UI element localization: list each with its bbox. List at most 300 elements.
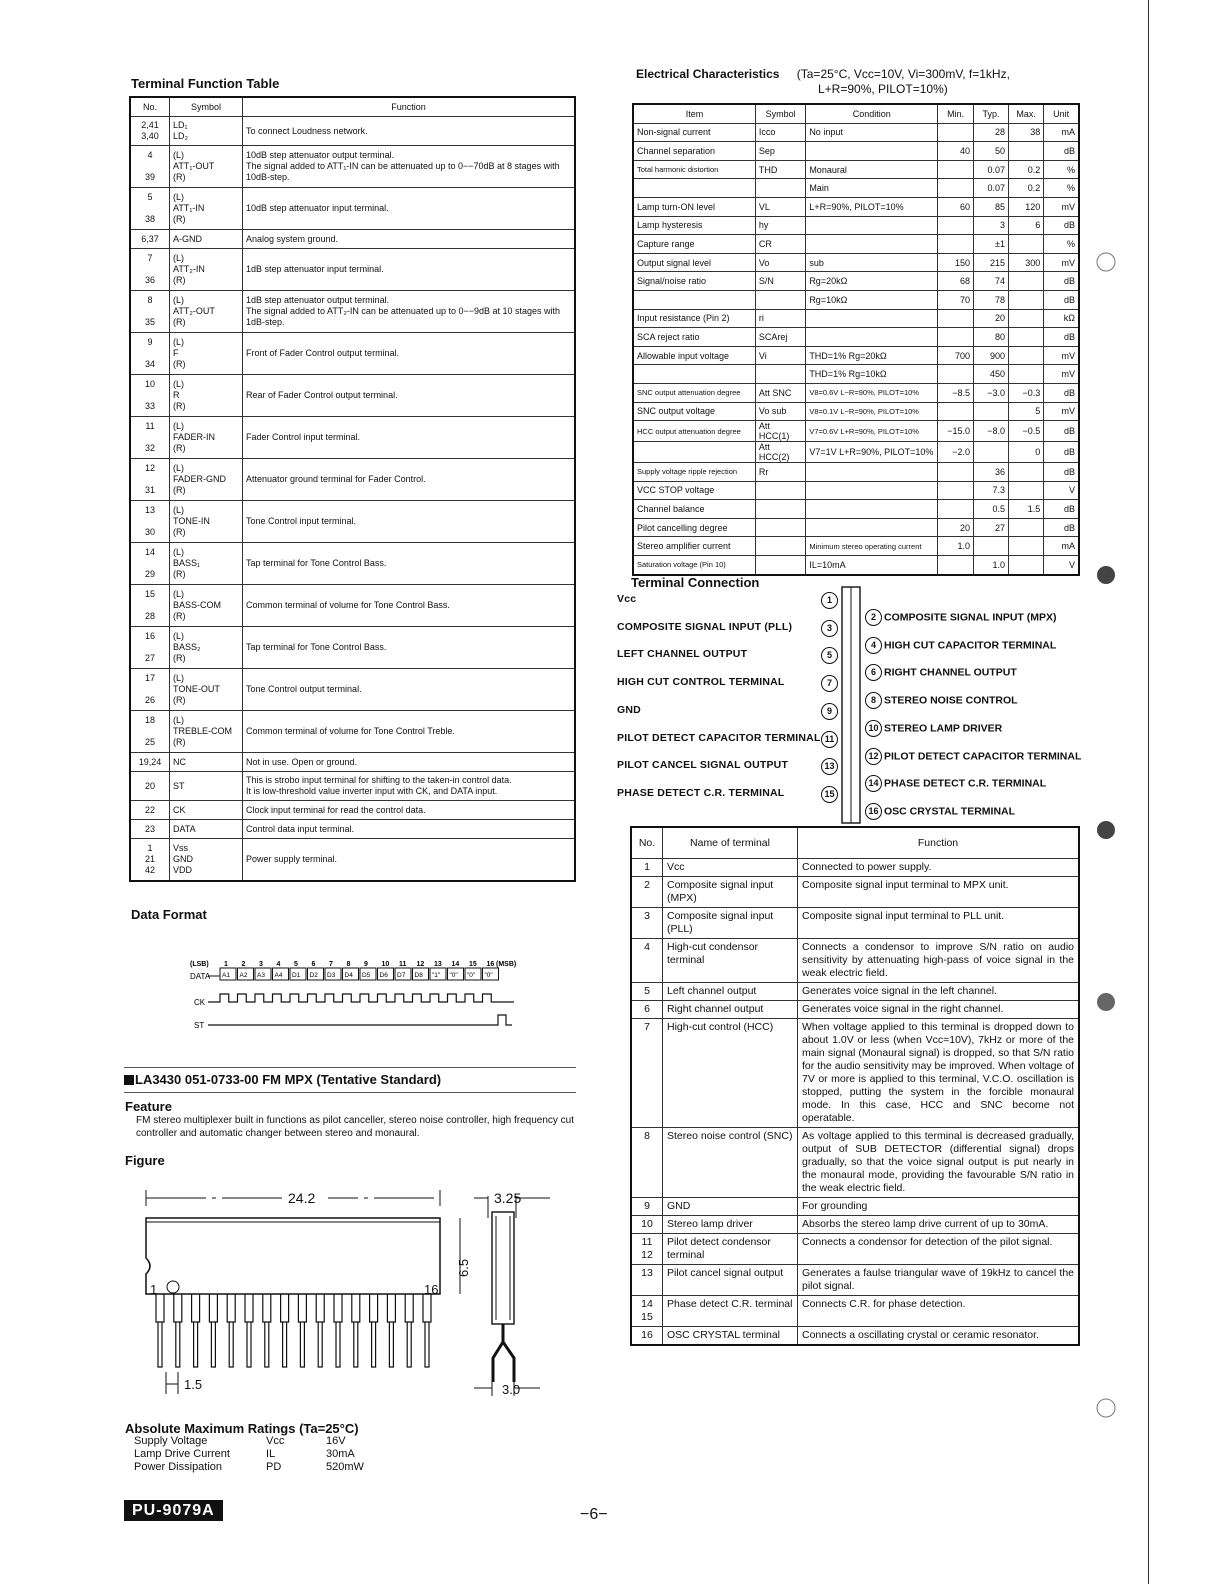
data-bit-label: D6 [379,972,388,979]
td-row [631,1327,1079,1346]
ec-row [633,402,1079,421]
tft-symbol: ST [170,772,243,801]
tft-no: 14 29 [130,543,170,585]
ec-header-cell: Typ. [974,104,1009,123]
tft-function: Tap terminal for Tone Control Bass. [243,543,576,585]
ec-cell: dB [1044,442,1079,463]
ic-pin [352,1294,360,1367]
ec-cell: Icco [755,123,805,142]
ec-cell: 900 [974,346,1009,365]
tft-row [130,459,575,501]
tft-no: 12 31 [130,459,170,501]
td-name: Stereo lamp driver [663,1216,798,1234]
td-function: Generates a faulse triangular wave of 19kHz to cancel the pilot signal. [798,1265,1080,1296]
data-bit-label: "0" [467,972,476,979]
tft-no: 1 21 42 [130,839,170,882]
ec-cell: dB [1044,216,1079,235]
tft-symbol: Vss GND VDD [170,839,243,882]
data-bit-label: D3 [327,972,336,979]
data-bit-label: D4 [344,972,353,979]
ec-cell: CR [755,235,805,254]
td-no: 9 [631,1198,663,1216]
lsb-label: (LSB) [190,961,209,968]
td-name: Pilot cancel signal output [663,1265,798,1296]
ec-cell [806,235,938,254]
page-edge-line [1148,0,1149,1584]
ec-row [633,481,1079,500]
ic-pin [245,1294,253,1367]
tft-function: This is strobo input terminal for shifting to the taken-in control data. It is low-threshold value inverter input with CK, and DATA input. [243,772,576,801]
td-function: Connects a condensor to improve S/N ratio on audio sensitivity by attenuating high-pass of voice signal in the weak electric field. [798,939,1080,983]
td-function: Composite signal input terminal to MPX unit. [798,877,1080,908]
data-format-diagram [190,955,530,1035]
bit-number: 4 [276,961,281,968]
ec-cell: % [1044,235,1079,254]
tft-function: Power supply terminal. [243,839,576,882]
ic-pin [334,1294,342,1367]
ec-row [633,556,1079,575]
ec-cell: IL=10mA [806,556,938,575]
pin-number-circle: 6 [865,664,882,681]
ec-row [633,383,1079,402]
ec-cell [974,537,1009,556]
pin-number-circle: 1 [821,592,838,609]
ec-cell: ±1 [974,235,1009,254]
ec-cell: 50 [974,142,1009,161]
td-function: Composite signal input terminal to PLL unit. [798,908,1080,939]
ec-cell: 40 [938,142,974,161]
ec-cell [938,365,974,384]
ec-cell: Sep [755,142,805,161]
tft-row [130,188,575,230]
ec-cell: dB [1044,290,1079,309]
msb-label: (MSB) [496,961,517,968]
tft-symbol: (L) BASS₂ (R) [170,627,243,669]
amr-item: Supply Voltage [134,1435,208,1447]
td-name: GND [663,1198,798,1216]
ec-cell: Capture range [633,235,755,254]
amr-item: Lamp Drive Current [134,1448,230,1460]
tc-left-label: PILOT DETECT CAPACITOR TERMINAL [617,731,821,744]
ec-cell: 85 [974,197,1009,216]
ec-cell [806,216,938,235]
td-col-no: No. [631,827,663,859]
data-bit-label: D8 [414,972,423,979]
td-row [631,1001,1079,1019]
ec-header-cell: Unit [1044,104,1079,123]
ec-cell [755,365,805,384]
pin1-label: 1 [150,1282,158,1297]
ec-cell: Rg=20kΩ [806,272,938,291]
data-bit-label: "0" [449,972,458,979]
ec-cell: THD=1% Rg=20kΩ [806,346,938,365]
ec-cell: % [1044,160,1079,179]
tft-symbol: NC [170,753,243,772]
tft-symbol: (L) TREBLE-COM (R) [170,711,243,753]
ec-cell [1009,142,1044,161]
ec-cell [806,142,938,161]
td-col-name: Name of terminal [663,827,798,859]
footer-badge: PU-9079A [124,1502,223,1520]
terminal-description-table [630,826,1080,1346]
ec-cell: −3.0 [974,383,1009,402]
ec-cell: dB [1044,421,1079,442]
pin-number-circle: 8 [865,692,882,709]
ec-cell: dB [1044,383,1079,402]
tft-row [130,585,575,627]
ec-row [633,160,1079,179]
ec-cell: 0.5 [974,500,1009,519]
ec-cell: dB [1044,328,1079,347]
ck-label: CK [194,998,206,1007]
data-bit-label: D7 [397,972,406,979]
ec-cell: ri [755,309,805,328]
tc-right-label: 16 OSC CRYSTAL TERMINAL [865,803,1015,820]
ec-cell: 0.2 [1009,179,1044,198]
ec-conditions-2: L+R=90%, PILOT=10%) [818,82,948,96]
tc-left-label: COMPOSITE SIGNAL INPUT (PLL) [617,620,793,633]
ec-cell: 70 [938,290,974,309]
ec-row [633,500,1079,519]
td-name: Vcc [663,859,798,877]
tc-left-label: PILOT CANCEL SIGNAL OUTPUT [617,759,789,772]
td-no: 10 [631,1216,663,1234]
dim-lead: 3.0 [502,1382,521,1397]
tft-symbol: DATA [170,820,243,839]
ec-cell [755,500,805,519]
ec-cell [938,328,974,347]
ec-header-cell: Max. [1009,104,1044,123]
ec-cell: S/N [755,272,805,291]
td-row [631,1198,1079,1216]
ec-cell: V8=0.1V L−R=90%, PILOT=10% [806,402,938,421]
feature-text: FM stereo multiplexer built in functions as pilot canceller, stereo noise controller, high frequency cut controller and automatic changer between stereo and monaural. [136,1115,574,1139]
amr-value: 520mW [326,1461,364,1473]
tc-left-label: HIGH CUT CONTROL TERMINAL [617,676,785,689]
page-number: −6− [580,1506,608,1523]
td-row [631,859,1079,877]
data-bit-label: D1 [292,972,301,979]
terminal-function-table [129,96,576,882]
pin-number-circle: 15 [821,786,838,803]
ec-cell [755,556,805,575]
tft-symbol: (L) TONE-OUT (R) [170,669,243,711]
ec-cell [633,442,755,463]
ec-cell [938,556,974,575]
ec-cell: Signal/noise ratio [633,272,755,291]
tc-right-label: 8 STEREO NOISE CONTROL [865,692,1018,709]
td-no: 3 [631,908,663,939]
tft-no: 23 [130,820,170,839]
ec-cell: Att HCC(1) [755,421,805,442]
ec-cell: sub [806,253,938,272]
ec-cell: 120 [1009,197,1044,216]
td-function: Absorbs the stereo lamp drive current of up to 30mA. [798,1216,1080,1234]
pin-number-circle: 4 [865,637,882,654]
tft-row [130,772,575,801]
tft-row [130,801,575,820]
col-symbol: Symbol [170,97,243,117]
ec-row [633,463,1079,482]
ic-pin [423,1294,431,1367]
tft-no: 10 33 [130,375,170,417]
ec-cell: 36 [974,463,1009,482]
feature-title: Feature [125,1099,172,1114]
td-function: Generates voice signal in the right channel. [798,1001,1080,1019]
tft-symbol: A-GND [170,230,243,249]
ec-cell [633,365,755,384]
tft-function: Common terminal of volume for Tone Control Bass. [243,585,576,627]
ec-title: Electrical Characteristics [636,67,780,81]
td-name: OSC CRYSTAL terminal [663,1327,798,1346]
ec-row [633,216,1079,235]
ec-cell: kΩ [1044,309,1079,328]
tft-no: 11 32 [130,417,170,459]
ec-cell [938,123,974,142]
bit-number: 2 [241,961,246,968]
ec-row [633,328,1079,347]
amr-row [134,1448,364,1461]
ec-cell [1009,309,1044,328]
bit-number: 12 [416,961,425,968]
ec-cell: 28 [974,123,1009,142]
td-no: 1 [631,859,663,877]
square-bullet-icon [124,1075,134,1085]
ec-cell: 0.07 [974,179,1009,198]
ec-header-cell: Condition [806,104,938,123]
pin-number-circle: 16 [865,803,882,820]
ec-cell: 300 [1009,253,1044,272]
ec-row [633,421,1079,442]
ec-cell: 6 [1009,216,1044,235]
ec-cell [806,328,938,347]
pin-number-circle: 7 [821,675,838,692]
tft-row [130,669,575,711]
td-function: When voltage applied to this terminal is dropped down to about 1.0V or less (when Vcc=10V), 7kHz or more of the main signal (Monaural signal) is dropped, so that S/N ratio for the audio sensitivity may be improved. When voltage of 7V or more is applied to this terminal, V.C.O. oscillation is stopped, putting the system in the forcible monaural mode. In this case, HCC and SNC become not operatable. [798,1019,1080,1128]
amr-table [134,1435,364,1474]
tft-function: Front of Fader Control output terminal. [243,333,576,375]
td-row [631,1296,1079,1327]
ec-cell: mV [1044,346,1079,365]
bit-number: 7 [329,961,333,968]
ec-cell: mV [1044,402,1079,421]
ec-cell [806,463,938,482]
ec-row [633,309,1079,328]
ec-cell: Minimum stereo operating current [806,537,938,556]
ec-cell: hy [755,216,805,235]
bit-number: 1 [224,961,228,968]
bit-number: 15 [469,961,477,968]
pin-number-circle: 9 [821,703,838,720]
ec-cell: SCA reject ratio [633,328,755,347]
tft-row [130,333,575,375]
tft-function: Attenuator ground terminal for Fader Control. [243,459,576,501]
bit-number: 5 [294,961,298,968]
ec-cell: Channel balance [633,500,755,519]
data-bit-label: "1" [432,972,441,979]
dim-side: 3.25 [494,1190,522,1206]
ec-cell [938,160,974,179]
ec-row [633,272,1079,291]
ec-cell: THD=1% Rg=10kΩ [806,365,938,384]
tft-symbol: (L) F (R) [170,333,243,375]
tft-row [130,249,575,291]
pin-number-circle: 3 [821,620,838,637]
figure-title: Figure [125,1153,165,1168]
td-function: For grounding [798,1198,1080,1216]
tft-function: To connect Loudness network. [243,117,576,146]
td-row [631,908,1079,939]
data-bit-label: A4 [274,972,283,979]
ec-cell [974,442,1009,463]
ec-conditions: (Ta=25°C, Vcc=10V, Vi=300mV, f=1kHz, [796,67,1010,81]
ec-cell [1009,235,1044,254]
tft-symbol: (L) BASS₁ (R) [170,543,243,585]
ic-pin-strip [838,585,868,825]
amr-item: Power Dissipation [134,1461,223,1473]
tc-left-label: GND [617,703,641,716]
ic-package-figure [138,1182,558,1402]
tft-no: 7 36 [130,249,170,291]
tft-row [130,291,575,333]
ec-cell: SCArej [755,328,805,347]
ec-cell: Vi [755,346,805,365]
tft-no: 8 35 [130,291,170,333]
bit-number: 16 [486,961,495,968]
ic-pin [298,1294,306,1367]
ec-cell [1009,518,1044,537]
tft-symbol: (L) ATT₂-IN (R) [170,249,243,291]
ec-cell: Saturation voltage (Pin 10) [633,556,755,575]
tft-symbol: (L) FADER-IN (R) [170,417,243,459]
tft-symbol: (L) BASS-COM (R) [170,585,243,627]
ec-cell: 0.07 [974,160,1009,179]
ec-row [633,290,1079,309]
ec-cell: 215 [974,253,1009,272]
ec-cell: Lamp turn-ON level [633,197,755,216]
ec-cell: dB [1044,500,1079,519]
ec-cell: dB [1044,272,1079,291]
amr-row [134,1435,364,1448]
ec-cell: VCC STOP voltage [633,481,755,500]
ec-cell [1009,463,1044,482]
ec-cell [938,481,974,500]
td-row [631,1128,1079,1198]
tc-right-label: 10 STEREO LAMP DRIVER [865,720,1002,737]
ec-cell: Monaural [806,160,938,179]
tft-function: 10dB step attenuator output terminal. The signal added to ATT₁-IN can be attenuated up to 0−−70dB at 8 stages with 10dB-step. [243,146,576,188]
tc-right-label: 4 HIGH CUT CAPACITOR TERMINAL [865,637,1056,654]
tft-function: 1dB step attenuator output terminal. The signal added to ATT₂-IN can be attenuated up to 0−−9dB at 10 stages with 1dB-step. [243,291,576,333]
ec-cell: mV [1044,197,1079,216]
ec-cell [1009,537,1044,556]
ic-pin [370,1294,378,1367]
ec-row [633,179,1079,198]
electrical-characteristics-table [632,103,1080,576]
td-name: Left channel output [663,983,798,1001]
ec-cell: Stereo amplifier current [633,537,755,556]
ec-cell: Rr [755,463,805,482]
ec-cell: 7.3 [974,481,1009,500]
td-name: Stereo noise control (SNC) [663,1128,798,1198]
ec-cell: Allowable input voltage [633,346,755,365]
ec-row [633,235,1079,254]
ec-cell: HCC output attenuation degree [633,421,755,442]
td-no: 13 [631,1265,663,1296]
data-bit-label: "0" [484,972,493,979]
tft-row [130,627,575,669]
ec-cell [755,481,805,500]
tft-function: 10dB step attenuator input terminal. [243,188,576,230]
dim-width: 24.2 [288,1190,316,1206]
ec-cell [938,402,974,421]
ec-cell: 60 [938,197,974,216]
ck-waveform [208,994,514,1002]
td-no: 11 12 [631,1234,663,1265]
ec-cell: No input [806,123,938,142]
ec-cell [1009,556,1044,575]
tft-row [130,230,575,249]
tft-no: 20 [130,772,170,801]
bit-number: 10 [381,961,390,968]
ec-cell: % [1044,179,1079,198]
ec-cell: 1.0 [938,537,974,556]
ec-cell: −2.0 [938,442,974,463]
ec-header [636,67,1010,81]
tft-symbol: (L) R (R) [170,375,243,417]
td-function: Connects C.R. for phase detection. [798,1296,1080,1327]
tft-function: Analog system ground. [243,230,576,249]
st-label: ST [194,1021,205,1030]
tft-function: Clock input terminal for read the control data. [243,801,576,820]
dim-height: 6.5 [456,1258,471,1277]
ec-cell [974,402,1009,421]
ec-cell: 0 [1009,442,1044,463]
ec-cell [633,179,755,198]
ec-cell: THD [755,160,805,179]
tft-no: 16 27 [130,627,170,669]
td-no: 14 15 [631,1296,663,1327]
ec-cell: Supply voltage ripple rejection [633,463,755,482]
ec-cell: 74 [974,272,1009,291]
tft-no: 22 [130,801,170,820]
ec-cell: 1.0 [974,556,1009,575]
data-label: DATA [190,972,211,981]
ec-cell: SNC output attenuation degree [633,383,755,402]
ic-pin [387,1294,395,1367]
ec-cell [938,500,974,519]
binder-holes [1094,240,1124,1440]
tft-function: Tone Control output terminal. [243,669,576,711]
ec-cell: Input resistance (Pin 2) [633,309,755,328]
ec-cell: 0.2 [1009,160,1044,179]
st-waveform [208,1015,512,1025]
tft-row [130,753,575,772]
ec-header-cell: Item [633,104,755,123]
td-row [631,1265,1079,1296]
td-name: Composite signal input (PLL) [663,908,798,939]
tft-no: 19,24 [130,753,170,772]
ec-cell: Lamp hysteresis [633,216,755,235]
td-name: High-cut condensor terminal [663,939,798,983]
ec-cell: mV [1044,365,1079,384]
tft-row [130,501,575,543]
ic-pin [192,1294,200,1367]
tft-no: 15 28 [130,585,170,627]
tft-row [130,146,575,188]
ec-cell: 20 [938,518,974,537]
tft-function: Fader Control input terminal. [243,417,576,459]
